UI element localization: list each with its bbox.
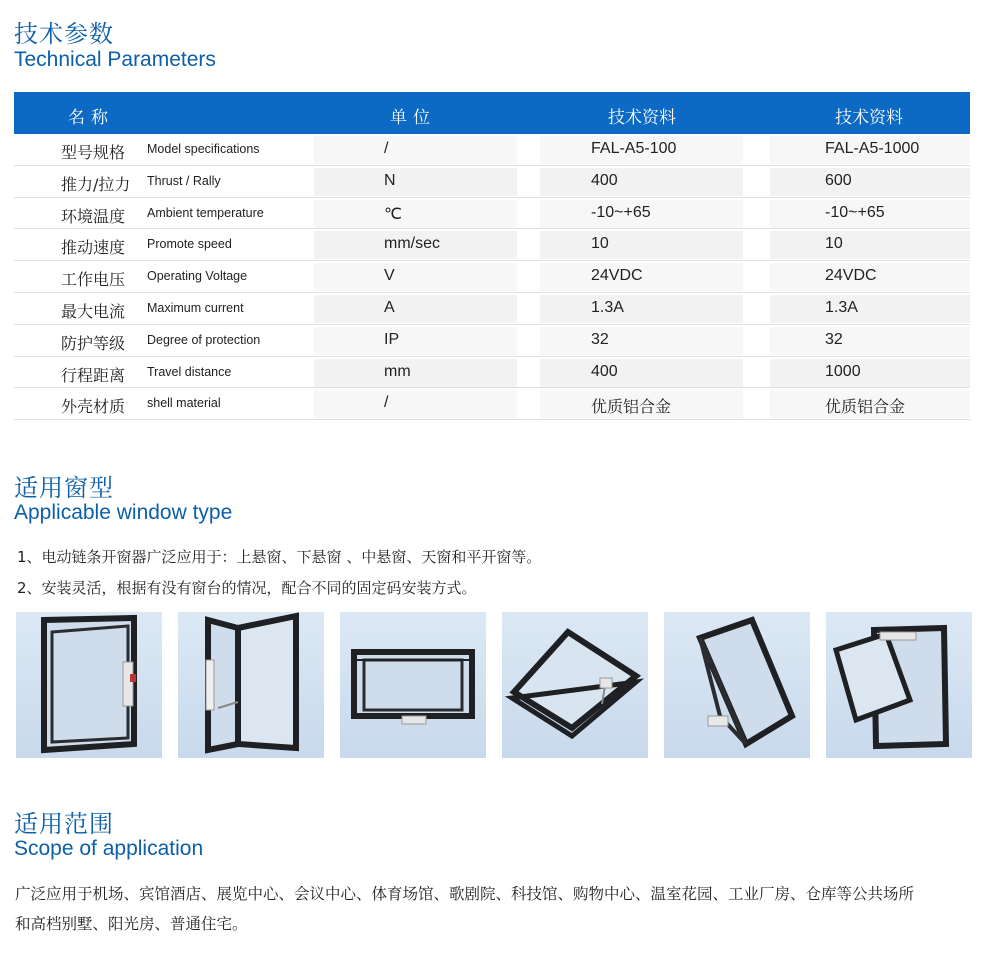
param-name-en: Promote speed xyxy=(147,237,232,252)
window-type-title-cn: 适用窗型 xyxy=(14,474,114,502)
param-name-cn: 推动速度 xyxy=(61,238,126,258)
param-name-en: Operating Voltage xyxy=(147,269,248,284)
param-value-1: 32 xyxy=(591,330,609,348)
table-row xyxy=(14,134,970,166)
param-value-2: 1.3A xyxy=(825,298,858,316)
param-name-cn: 环境温度 xyxy=(61,206,126,226)
param-name-cn: 工作电压 xyxy=(61,270,126,290)
header-unit: 单位 xyxy=(390,108,436,128)
scope-line-1: 广泛应用于机场、宾馆酒店、展览中心、会议中心、体育场馆、歌剧院、科技馆、购物中心、温室花园、工业厂房、仓库等公共场所 xyxy=(15,885,915,903)
scope-line-2: 和高档别墅、阳光房、普通住宅。 xyxy=(15,915,248,933)
table-row xyxy=(14,357,970,389)
param-name-en: Travel distance xyxy=(147,364,232,379)
param-name-en: shell material xyxy=(147,396,221,411)
cell-bg xyxy=(314,168,517,196)
param-name-en: Thrust / Rally xyxy=(147,173,221,188)
param-value-1: 400 xyxy=(591,171,618,189)
technical-parameters-title-en: Technical Parameters xyxy=(14,48,216,71)
cell-bg xyxy=(314,327,517,355)
parameters-table xyxy=(14,92,970,420)
header-spec-2: 技术资料 xyxy=(835,108,903,128)
table-row xyxy=(14,388,970,420)
cell-bg xyxy=(314,359,517,387)
window-type-title-en: Applicable window type xyxy=(14,501,233,524)
table-row xyxy=(14,198,970,230)
param-value-2: 24VDC xyxy=(825,267,877,285)
param-value-1: 1.3A xyxy=(591,298,624,316)
param-name-cn: 推力/拉力 xyxy=(61,174,131,194)
list-item: 2、安装灵活，根据有没有窗台的情况，配合不同的固定码安装方式。 xyxy=(17,579,477,597)
param-value-1: -10~+65 xyxy=(591,203,651,221)
top-hung-window-photo xyxy=(664,612,810,758)
cell-bg xyxy=(540,327,743,355)
cell-bg xyxy=(770,359,970,387)
header-name: 名称 xyxy=(68,108,114,128)
skylight-window-photo xyxy=(502,612,648,758)
param-name-en: Maximum current xyxy=(147,300,244,315)
param-name-en: Ambient temperature xyxy=(147,205,264,220)
header-spec-1: 技术资料 xyxy=(608,108,676,128)
param-value-2: FAL-A5-1000 xyxy=(825,140,920,157)
param-unit: / xyxy=(384,394,389,412)
table-row xyxy=(14,325,970,357)
param-value-2: 10 xyxy=(825,235,843,253)
param-unit: IP xyxy=(384,330,400,348)
table-body xyxy=(14,134,970,420)
param-unit: A xyxy=(384,298,395,316)
param-name-en: Degree of protection xyxy=(147,332,261,347)
cell-bg xyxy=(314,295,517,323)
application-scope-title-en: Scope of application xyxy=(14,837,204,860)
param-name-cn: 防护等级 xyxy=(61,333,126,353)
param-unit: V xyxy=(384,267,395,285)
param-unit: N xyxy=(384,171,396,189)
param-value-1: 10 xyxy=(591,235,609,253)
cell-bg xyxy=(770,231,970,259)
window-photos xyxy=(16,612,972,758)
table-header xyxy=(14,92,970,134)
cell-bg xyxy=(770,295,970,323)
cell-bg xyxy=(540,168,743,196)
technical-parameters-title-cn: 技术参数 xyxy=(14,20,114,48)
param-value-2: 600 xyxy=(825,171,852,189)
param-name-cn: 行程距离 xyxy=(61,365,126,385)
cell-bg xyxy=(540,359,743,387)
cell-bg xyxy=(770,327,970,355)
param-name-cn: 型号规格 xyxy=(61,143,126,162)
param-value-2: 优质铝合金 xyxy=(825,399,906,417)
param-value-2: 32 xyxy=(825,330,843,348)
param-unit: mm/sec xyxy=(384,235,440,253)
cell-bg xyxy=(540,295,743,323)
param-value-1: 24VDC xyxy=(591,267,643,285)
table-row xyxy=(14,261,970,293)
cell-bg xyxy=(540,231,743,259)
cell-bg xyxy=(770,168,970,196)
param-name-cn: 外壳材质 xyxy=(61,397,126,417)
awning-window-photo xyxy=(340,612,486,758)
table-row xyxy=(14,229,970,261)
application-scope-title-cn: 适用范围 xyxy=(14,810,114,838)
casement-window-photo-1 xyxy=(16,612,162,758)
cell-bg xyxy=(314,390,517,418)
param-name-en: Model specifications xyxy=(147,142,260,156)
param-unit: / xyxy=(384,140,389,157)
casement-window-photo-2 xyxy=(178,612,324,758)
cell-bg xyxy=(314,263,517,291)
param-value-1: FAL-A5-100 xyxy=(591,140,677,157)
param-unit: ℃ xyxy=(384,205,402,223)
list-item: 1、电动链条开窗器广泛应用于：上悬窗、下悬窗 、中悬窗、天窗和平开窗等。 xyxy=(17,548,542,566)
param-name-cn: 最大电流 xyxy=(61,301,126,321)
cell-bg xyxy=(314,136,517,164)
row-divider xyxy=(14,419,970,420)
param-unit: mm xyxy=(384,362,411,380)
param-value-2: 1000 xyxy=(825,362,861,380)
param-value-1: 400 xyxy=(591,362,618,380)
param-value-2: -10~+65 xyxy=(825,203,885,221)
outward-window-photo xyxy=(826,612,972,758)
table-row xyxy=(14,293,970,325)
table-row xyxy=(14,166,970,198)
param-value-1: 优质铝合金 xyxy=(591,399,672,417)
cell-bg xyxy=(314,200,517,228)
